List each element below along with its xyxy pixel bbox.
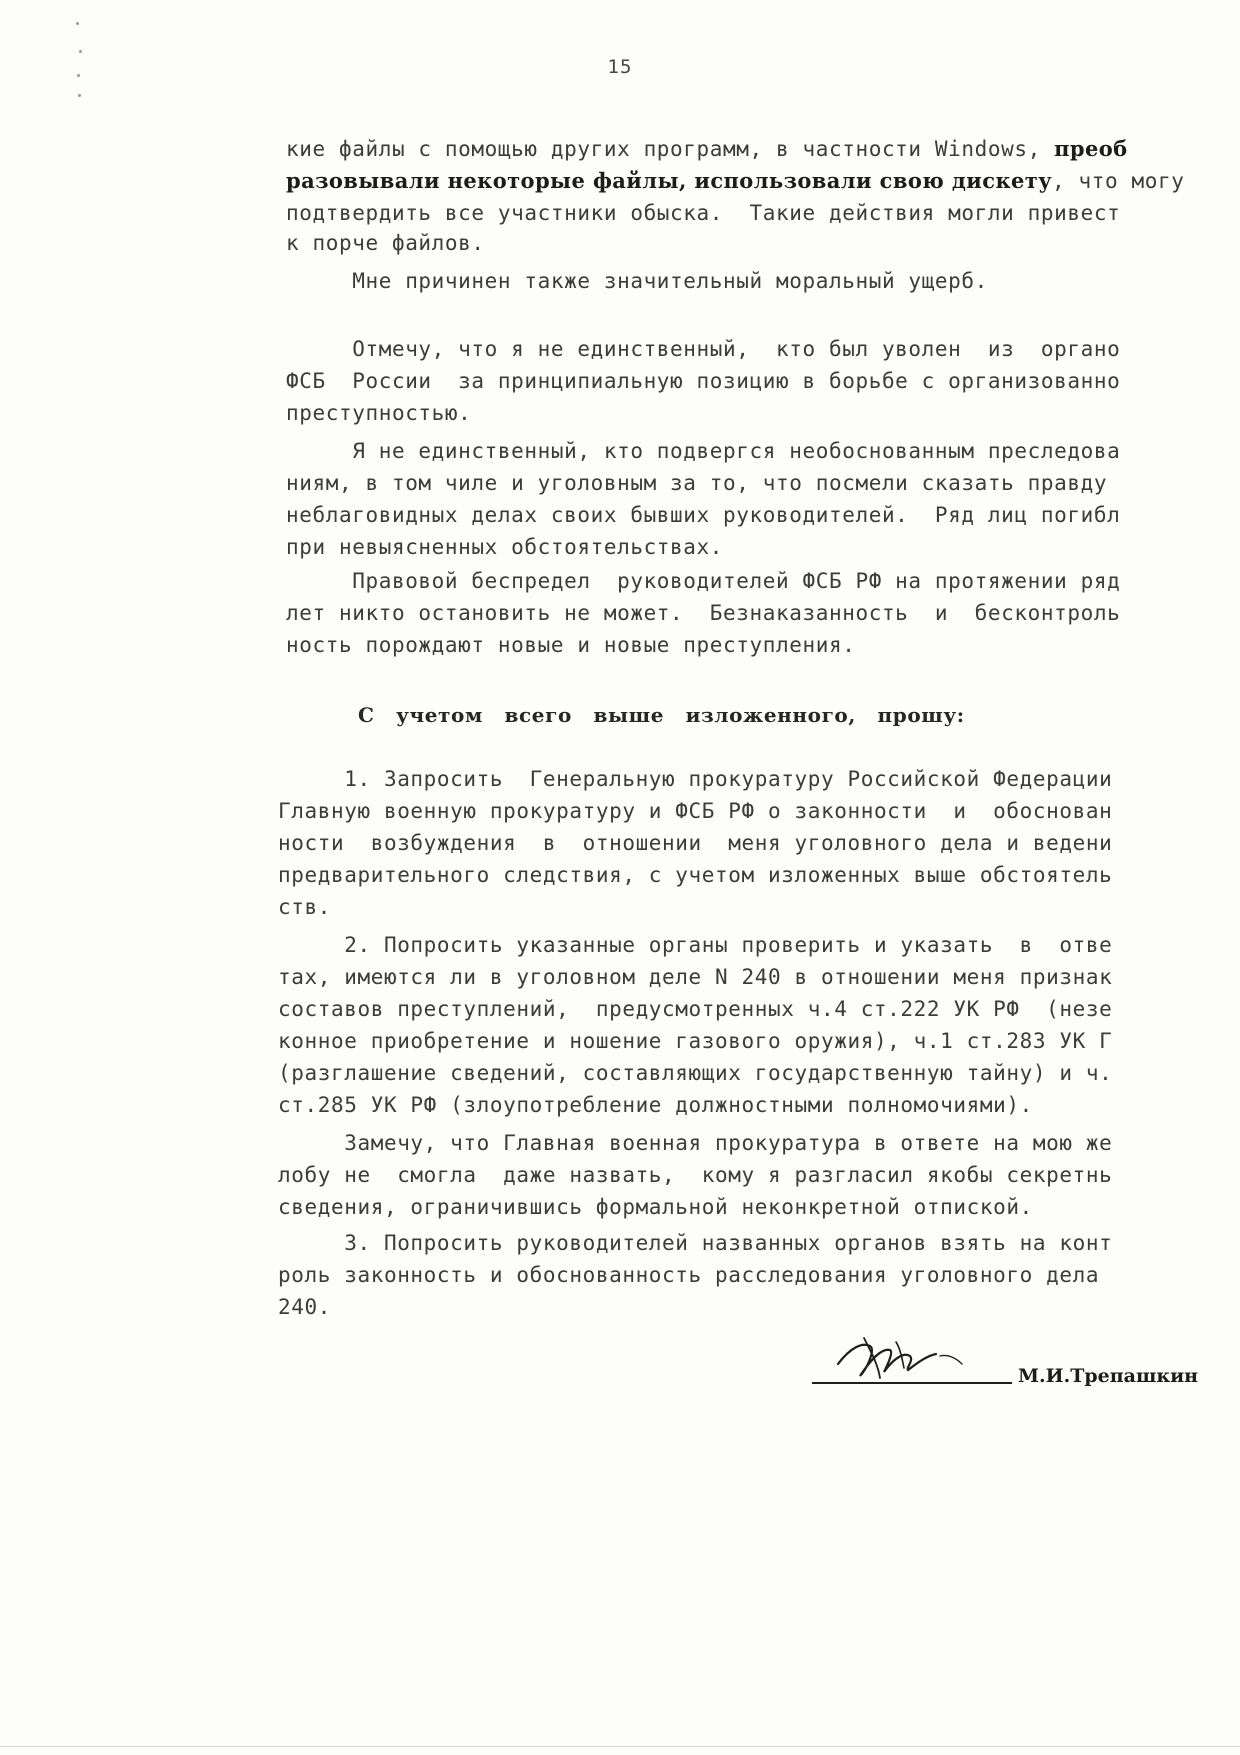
handwritten-signature [820,1328,970,1388]
text-line: кие файлы с помощью других программ, в частности Windows, преоб [286,136,1128,161]
text-line: при невыясненных обстоятельствах. [286,535,724,559]
text-line: 1. Запросить Генеральную прокуратуру Российской Федерации [278,767,1113,791]
text-line: ниям, в том чиле и уголовным за то, что посмели сказать правду [286,471,1108,495]
text-line: 3. Попросить руководителей названных органов взять на конт [278,1231,1113,1255]
text-line: составов преступлений, предусмотренных ч.4 ст.222 УК РФ (незе [278,997,1113,1021]
text-line: ст.285 УК РФ (злоупотребление должностными полномочиями). [278,1093,1033,1117]
text-line: конное приобретение и ношение газового оружия), ч.1 ст.283 УК Г [278,1029,1113,1053]
text-line: разовывали некоторые файлы, использовали свою дискету, что могу [286,168,1185,193]
text-line: ств. [278,895,331,919]
text-line: ность порождают новые и новые преступления. [286,633,856,657]
text-line: 2. Попросить указанные органы проверить и указать в отве [278,933,1113,957]
text-line: Отмечу, что я не единственный, кто был уволен из органо [286,337,1121,361]
text-line: тах, имеются ли в уголовном деле N 240 в отношении меня признак [278,965,1113,989]
text-line: 240. [278,1295,331,1319]
text-line: к порче файлов. [286,231,485,255]
text-line: лобу не смогла даже назвать, кому я разгласил якобы секретнь [278,1163,1113,1187]
text-line: Я не единственный, кто подвергся необоснованным преследова [286,439,1121,463]
request-heading: С учетом всего выше изложенного, прошу: [358,703,965,727]
text-line: лет никто остановить не может. Безнаказанность и бесконтроль [286,601,1121,625]
text-line: преступностью. [286,401,472,425]
text-line: Мне причинен также значительный моральный ущерб. [286,269,988,293]
scan-bottom-edge [0,1746,1240,1747]
text-line: Правовой беспредел руководителей ФСБ РФ на протяжении ряд [286,569,1121,593]
text-line: Замечу, что Главная военная прокуратура в ответе на мою же [278,1131,1113,1155]
text-line: ФСБ России за принципиальную позицию в борьбе с организованно [286,369,1121,393]
text-line: подтвердить все участники обыска. Такие действия могли привест [286,201,1121,225]
text-line: неблаговидных делах своих бывших руководителей. Ряд лиц погибл [286,503,1121,527]
text-line: предварительного следствия, с учетом изложенных выше обстоятель [278,863,1113,887]
text-line: роль законность и обоснованность расследования уголовного дела [278,1263,1100,1287]
text-line: сведения, ограничившись формальной неконкретной отпиской. [278,1195,1033,1219]
signer-name: М.И.Трепашкин [1018,1365,1199,1387]
text-line: ности возбуждения в отношении меня уголовного дела и ведени [278,831,1113,855]
text-line: Главную военную прокуратуру и ФСБ РФ о законности и обоснован [278,799,1113,823]
page-number: 15 [607,56,633,78]
signature-line [812,1382,1012,1384]
text-line: (разглашение сведений, составляющих государственную тайну) и ч. [278,1061,1113,1085]
